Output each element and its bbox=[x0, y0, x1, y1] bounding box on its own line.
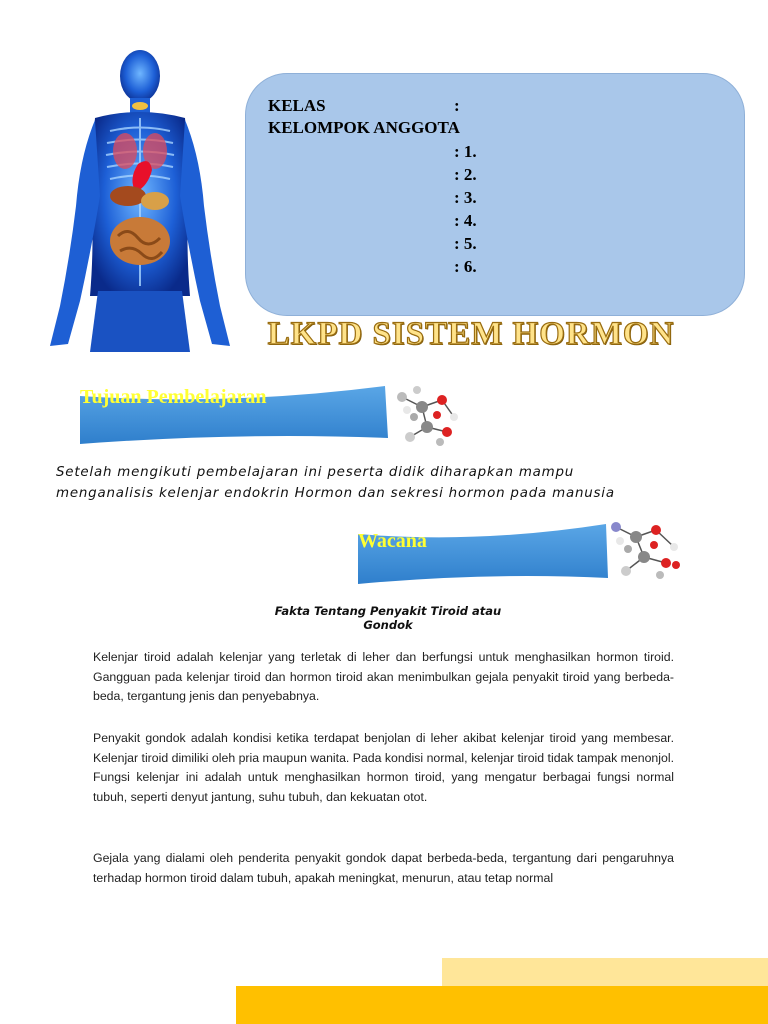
member-5: : 5. bbox=[454, 234, 477, 253]
member-2: : 2. bbox=[454, 165, 477, 184]
learning-objectives-text bbox=[56, 462, 756, 504]
article-paragraph-3: Gejala yang dialami oleh penderita penyakit gondok dapat berbeda-beda, tergantung dari pengaruhnya terhadap hormon tiroid dalam tubuh, apakah meningkat, menurun, atau tetap normal bbox=[93, 851, 674, 885]
article-paragraph-1: Kelenjar tiroid adalah kelenjar yang terletak di leher dan berfungsi untuk menghasilkan hormon tiroid. Gangguan pada kelenjar tiroid dan hormon tiroid akan menimbulkan gejala penyakit tiroid yang berbeda-beda, tergantung jenis dan penyebabnya. bbox=[93, 650, 674, 704]
member-4: : 4. bbox=[454, 211, 477, 230]
objectives-banner bbox=[80, 386, 390, 444]
objective-line-1: Setelah mengikuti pembelajaran ini peserta didik diharapkan mampu bbox=[56, 465, 575, 480]
footer-gold-bar bbox=[236, 986, 768, 1024]
student-info-box bbox=[245, 73, 745, 316]
member-6: : 6. bbox=[454, 257, 477, 276]
article-paragraph-2: Penyakit gondok adalah kondisi ketika terdapat benjolan di leher akibat kelenjar tiroid yang membesar. Kelenjar tiroid dimiliki oleh pria maupun wanita. Pada kondisi normal, kelenjar tiroid tidak tampak menonjol. Fungsi kelenjar ini adalah untuk menghasilkan hormon tiroid, yang mengatur berbagai fungsi normal tubuh, seperti denyut jantung, suhu tubuh, dan kekuatan otot. bbox=[93, 731, 674, 804]
class-label: KELAS bbox=[268, 96, 326, 115]
article-title bbox=[238, 604, 538, 632]
objective-line-2: menganalisis kelenjar endokrin Hormon dan sekresi hormon pada manusia bbox=[56, 486, 615, 501]
reading-heading: Wacana bbox=[358, 530, 427, 552]
class-separator: : bbox=[454, 96, 460, 115]
molecule-icon bbox=[392, 382, 462, 452]
objectives-heading: Tujuan Pembelajaran bbox=[80, 386, 267, 408]
group-members-label: KELOMPOK ANGGOTA bbox=[268, 118, 460, 137]
human-body-illustration bbox=[40, 46, 240, 352]
reading-banner bbox=[358, 522, 610, 584]
article-title-line-1: Fakta Tentang Penyakit Tiroid atau bbox=[274, 604, 502, 618]
page-title: LKPD SISTEM HORMON bbox=[267, 316, 675, 352]
molecule-icon bbox=[608, 515, 682, 585]
article-title-line-2: Gondok bbox=[363, 618, 413, 632]
member-3: : 3. bbox=[454, 188, 477, 207]
member-1: : 1. bbox=[454, 142, 477, 161]
